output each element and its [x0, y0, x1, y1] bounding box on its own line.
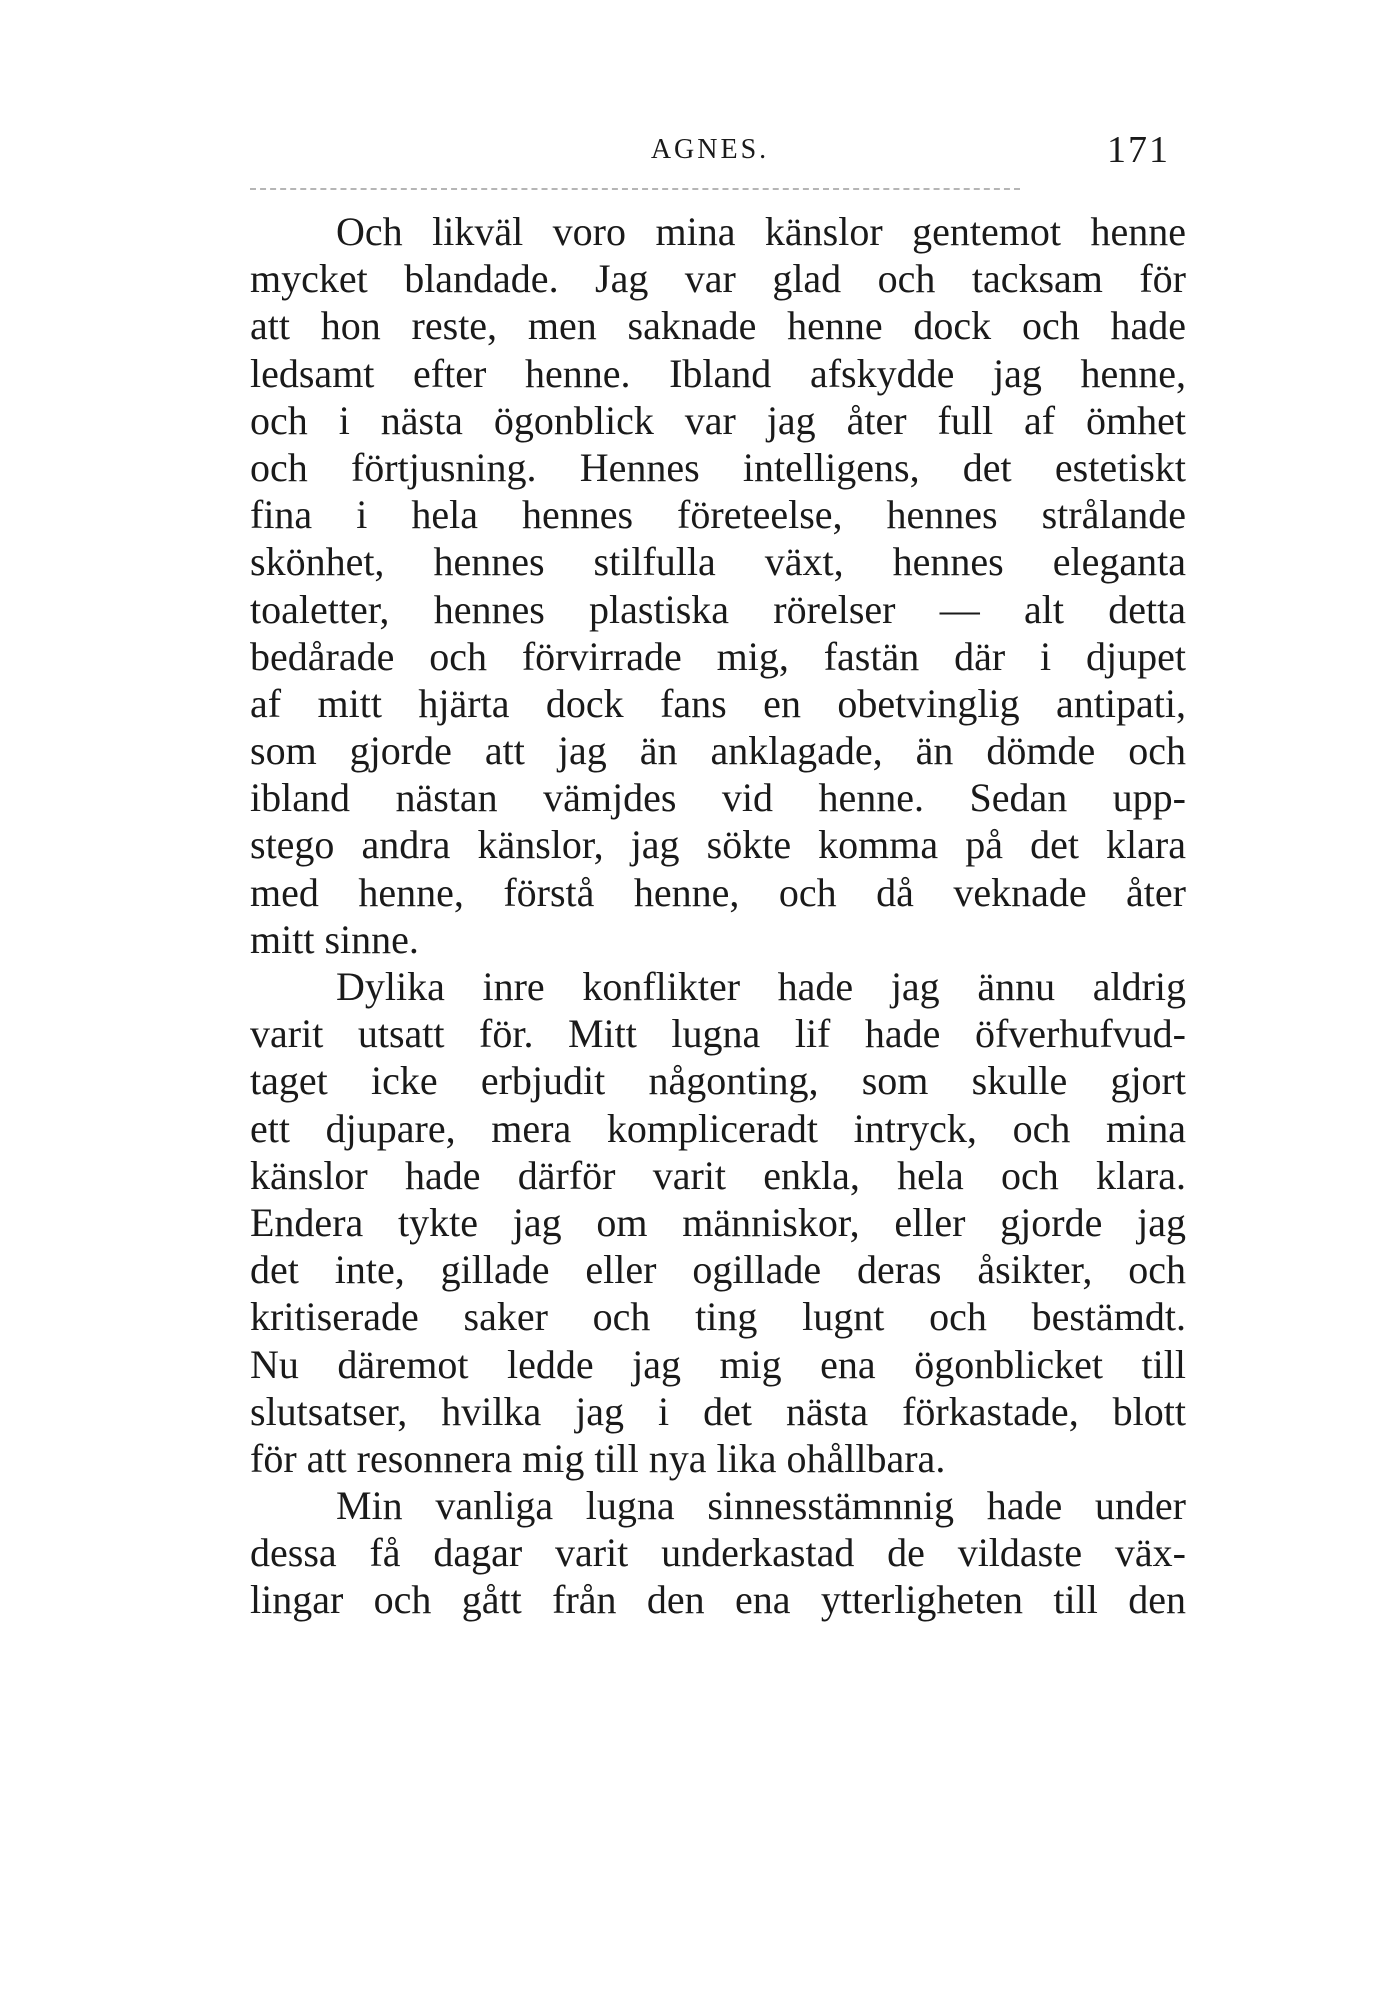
text-line: ett djupare, mera kompliceradt intryck, och mina: [250, 1105, 1186, 1151]
text-line: lingar och gått från den ena ytterligheten till den: [250, 1577, 1186, 1623]
text-line: af mitt hjärta dock fans en obetvinglig antipati,: [250, 680, 1186, 726]
text-line: dessa få dagar varit underkastad de vildaste väx-: [250, 1530, 1186, 1576]
text-line: Endera tykte jag om människor, eller gjorde jag: [250, 1199, 1186, 1245]
header-rule: [250, 188, 1020, 190]
text-line: att hon reste, men saknade henne dock och hade: [250, 303, 1186, 349]
text-line: kritiserade saker och ting lugnt och bestämdt.: [250, 1294, 1186, 1340]
text-line: bedårade och förvirrade mig, fastän där i djupet: [250, 633, 1186, 679]
text-line: för att resonnera mig till nya lika ohållbara.: [250, 1435, 946, 1481]
text-line: med henne, förstå henne, och då veknade åter: [250, 869, 1186, 915]
text-line: känslor hade därför varit enkla, hela och klara.: [250, 1152, 1186, 1198]
text-line: slutsatser, hvilka jag i det nästa förkastade, blott: [250, 1388, 1186, 1434]
text-line: stego andra känslor, jag sökte komma på det klara: [250, 822, 1186, 868]
text-line: och i nästa ögonblick var jag åter full af ömhet: [250, 397, 1186, 443]
text-line: det inte, gillade eller ogillade deras åsikter, och: [250, 1247, 1186, 1293]
text-line: ledsamt efter henne. Ibland afskydde jag henne,: [250, 350, 1186, 396]
text-line: mitt sinne.: [250, 916, 419, 962]
text-line: fina i hela hennes företeelse, hennes strålande: [250, 492, 1186, 538]
page-number: 171: [1107, 129, 1170, 171]
text-line: Dylika inre konflikter hade jag ännu aldrig: [336, 964, 1186, 1009]
text-line: varit utsatt för. Mitt lugna lif hade öfverhufvud-: [250, 1011, 1186, 1057]
text-line: Nu däremot ledde jag mig ena ögonblicket till: [250, 1341, 1186, 1387]
text-line: ibland nästan vämjdes vid henne. Sedan upp-: [250, 775, 1186, 821]
running-title: AGNES.: [650, 134, 770, 165]
text-line: som gjorde att jag än anklagade, än dömde och: [250, 728, 1186, 774]
text-line: toaletter, hennes plastiska rörelser — alt detta: [250, 586, 1186, 632]
running-head: [250, 128, 1170, 188]
text-line: taget icke erbjudit någonting, som skulle gjort: [250, 1058, 1186, 1104]
text-line: mycket blandade. Jag var glad och tacksam för: [250, 256, 1186, 302]
body-text: [250, 208, 1186, 1624]
text-line: och förtjusning. Hennes intelligens, det estetiskt: [250, 444, 1186, 490]
text-line: Och likväl voro mina känslor gentemot henne: [336, 209, 1186, 254]
text-line: skönhet, hennes stilfulla växt, hennes eleganta: [250, 539, 1186, 585]
text-line: Min vanliga lugna sinnesstämnnig hade under: [336, 1483, 1186, 1529]
